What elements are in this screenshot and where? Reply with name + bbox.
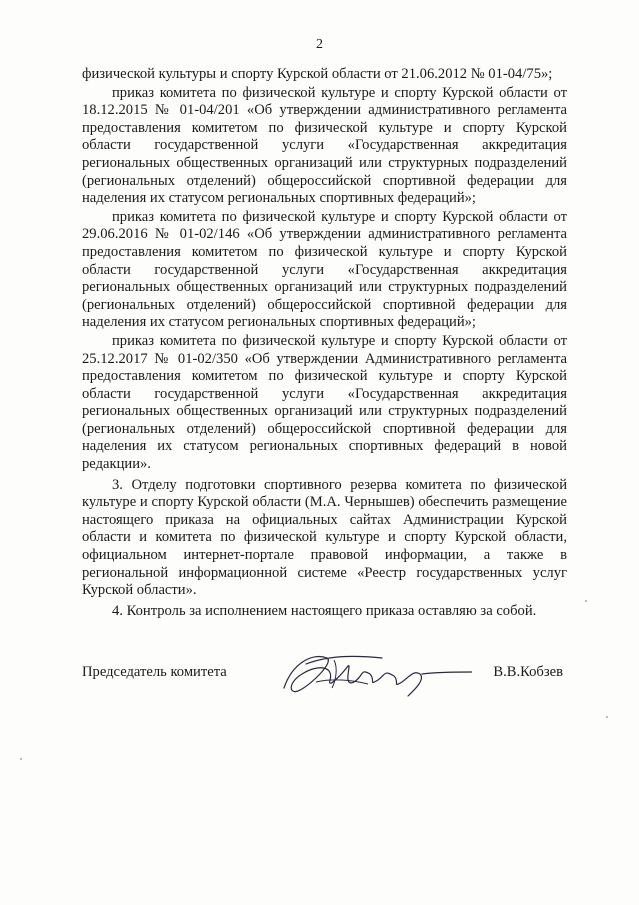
paragraph-item-4: 4. Контроль за исполнением настоящего приказа оставляю за собой. xyxy=(112,602,537,619)
paragraph-continuation: физической культуры и спорту Курской области от 21.06.2012 № 01-04/75»; xyxy=(82,66,553,82)
paragraph-order-2017: приказ комитета по физической культуре и спорту Курской области от 25.12.2017 № 01-02/350 «Об утверждении Административного регламента предоставления комитетом по физической культуре и спорту Курской области государственной услуги «Государственная аккредитация региональных общественных организаций или структурных подразделений (региональных отделений) общероссийской спортивной федерации для наделения их статусом региональных спортивных федераций в новой редакции». xyxy=(82,332,567,473)
paragraph-order-2015: приказ комитета по физической культуре и спорту Курской области от 18.12.2015 № 01-04/201 «Об утверждении административного регламента предоставления комитетом по физической культуре и спорту Курской области государственной услуги «Государственная аккредитация региональных общественных организаций или структурных подразделений (региональных отделений) общероссийской спортивной федерации для наделения их статусом региональных спортивных федераций»; xyxy=(82,84,567,207)
document-body xyxy=(82,66,567,620)
signatory-title: Председатель комитета xyxy=(82,664,227,680)
paragraph-order-2016: приказ комитета по физической культуре и спорту Курской области от 29.06.2016 № 01-02/146 «Об утверждении административного регламента предоставления комитетом по физической культуре и спорту Курской области государственной услуги «Государственная аккредитация региональных общественных организаций или структурных подразделений (региональных отделений) общероссийской спортивной федерации для наделения их статусом региональных спортивных федераций»; xyxy=(82,208,567,331)
paragraph-item-3: 3. Отделу подготовки спортивного резерва комитета по физической культуре и спорту Курской области (М.А. Чернышев) обеспечить размещение настоящего приказа на официальных сайтах Администрации Курской области и комитета по физической культуре и спорту Курской области, официальном интернет-портале правовой информации, а также в региональной информационной системе «Реестр государственных услуг Курской области». xyxy=(82,476,567,599)
scan-speck xyxy=(20,758,22,760)
signatory-name: В.В.Кобзев xyxy=(493,664,563,680)
handwritten-signature xyxy=(272,644,472,704)
scan-speck xyxy=(606,716,608,718)
scan-speck xyxy=(585,600,587,602)
page-number: 2 xyxy=(316,37,323,52)
signature-block xyxy=(82,656,567,716)
